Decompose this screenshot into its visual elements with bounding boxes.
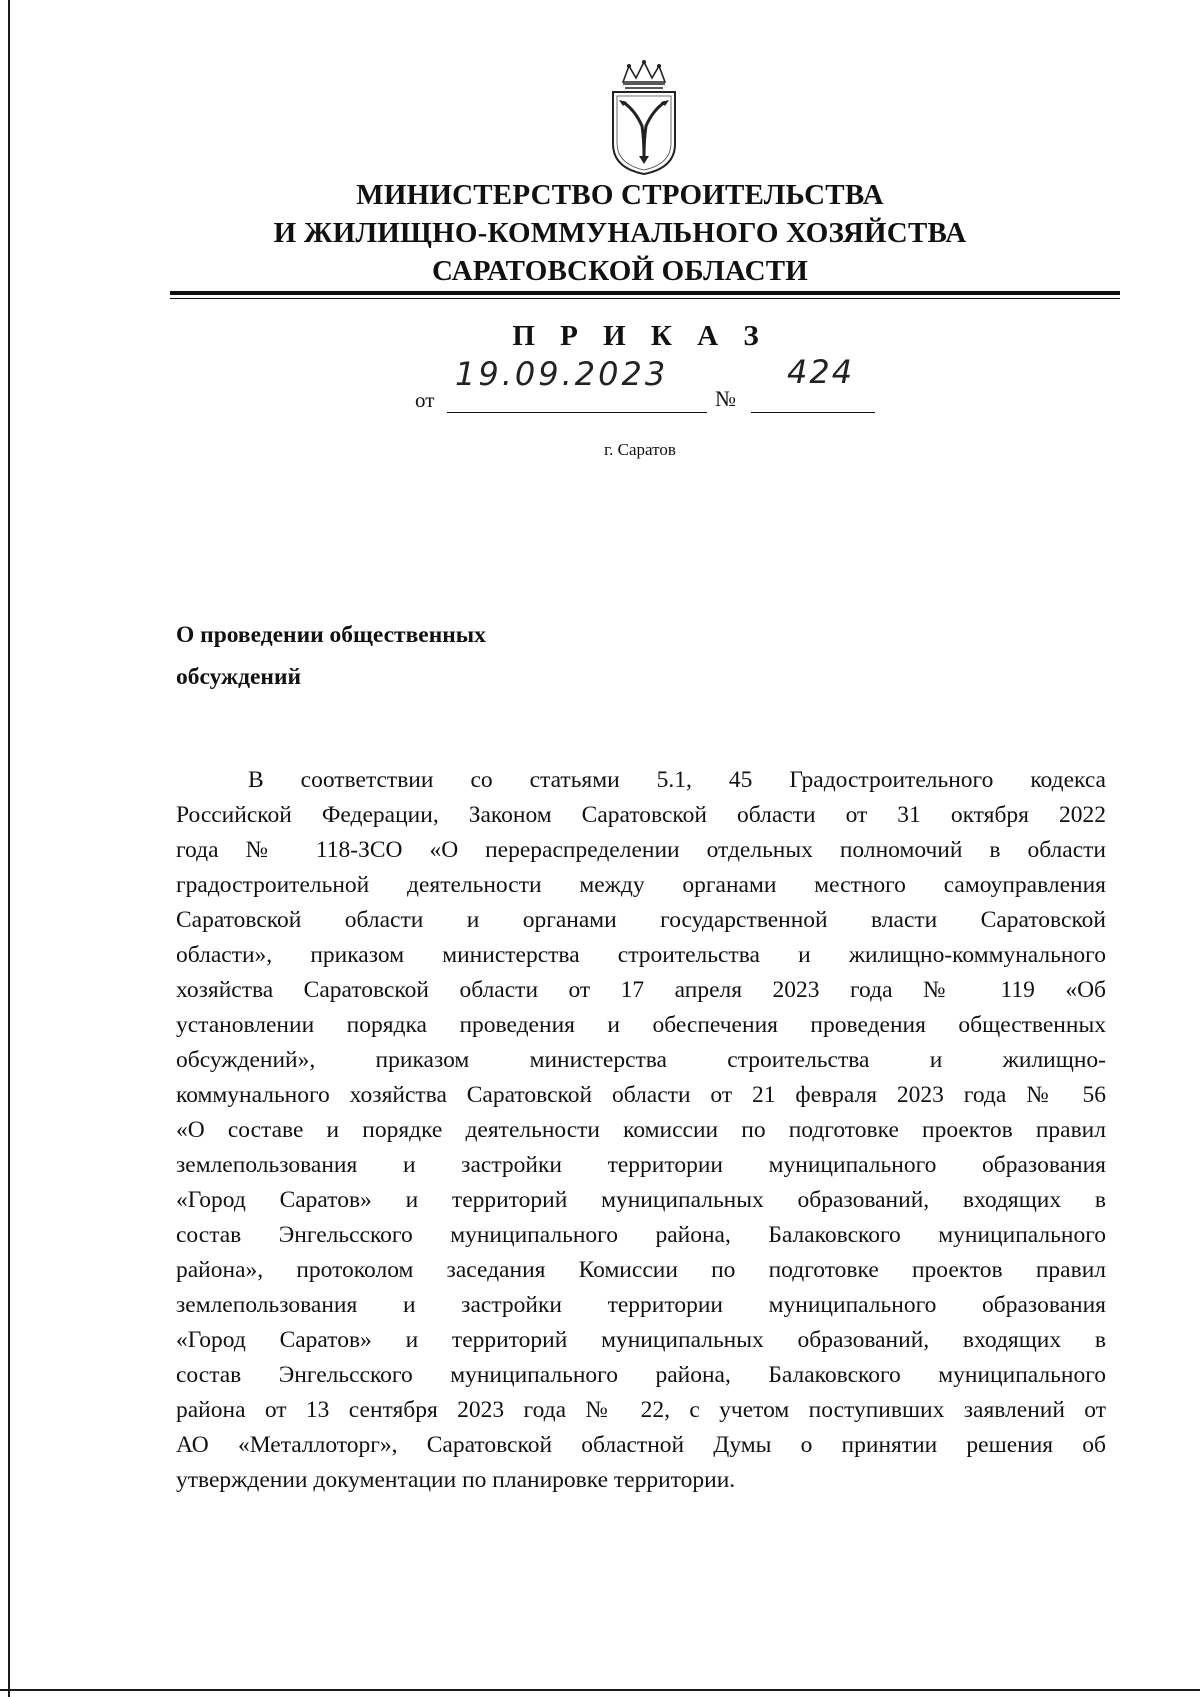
body-line: «Город Саратов» и территорий муниципальных образований, входящих в — [176, 1327, 1106, 1353]
ministry-title — [240, 176, 1000, 290]
body-line: В соответствии со статьями 5.1, 45 Градостроительного кодекса — [248, 767, 1106, 793]
scan-edge-bottom — [0, 1689, 1200, 1691]
saratov-coat-of-arms-icon — [609, 60, 679, 176]
body-line: состав Энгельсского муниципального района, Балаковского муниципального — [176, 1362, 1106, 1388]
body-line: землепользования и застройки территории муниципального образования — [176, 1152, 1106, 1178]
date-underline — [447, 412, 707, 413]
body-line: состав Энгельсского муниципального района, Балаковского муниципального — [176, 1222, 1106, 1248]
subject-line-1: О проведении общественных — [176, 622, 486, 648]
scan-edge-left — [8, 0, 10, 1697]
body-line: года № 118-ЗСО «О перераспределении отдельных полномочий в области — [176, 837, 1106, 863]
body-line: установлении порядка проведения и обеспечения проведения общественных — [176, 1012, 1106, 1038]
order-subject — [176, 614, 486, 698]
body-line: землепользования и застройки территории муниципального образования — [176, 1292, 1106, 1318]
body-line: «Город Саратов» и территорий муниципальных образований, входящих в — [176, 1187, 1106, 1213]
handwritten-number: 424 — [787, 353, 855, 391]
ministry-title-line-1: МИНИСТЕРСТВО СТРОИТЕЛЬСТВА — [356, 179, 884, 211]
body-line: «О составе и порядке деятельности комиссии по подготовке проектов правил — [176, 1117, 1106, 1143]
body-line: Российской Федерации, Законом Саратовской области от 31 октября 2022 — [176, 802, 1106, 828]
body-line: области», приказом министерства строительства и жилищно-коммунального — [176, 942, 1106, 968]
number-prefix: № — [715, 386, 736, 411]
body-line: АО «Металлоторг», Саратовской областной Думы о принятии решения об — [176, 1432, 1106, 1458]
body-line: коммунального хозяйства Саратовской области от 21 февраля 2023 года № 56 — [176, 1082, 1106, 1108]
number-underline — [751, 412, 875, 413]
body-line: утверждении документации по планировке территории. — [176, 1467, 736, 1493]
ministry-title-line-2: И ЖИЛИЩНО-КОММУНАЛЬНОГО ХОЗЯЙСТВА — [273, 217, 967, 249]
body-line: градостроительной деятельности между органами местного самоуправления — [176, 872, 1106, 898]
handwritten-date: 19.09.2023 — [455, 355, 669, 393]
body-line: обсуждений», приказом министерства строительства и жилищно- — [176, 1047, 1106, 1073]
ministry-title-line-3: САРАТОВСКОЙ ОБЛАСТИ — [431, 255, 809, 287]
body-line: хозяйства Саратовской области от 17 апреля 2023 года № 119 «Об — [176, 977, 1106, 1003]
order-title: П Р И К А З — [512, 320, 768, 352]
order-date-number-line — [415, 355, 875, 415]
header-rule-thick — [170, 291, 1120, 295]
order-body — [176, 763, 1106, 1498]
body-line: Саратовской области и органами государственной власти Саратовской — [176, 907, 1106, 933]
subject-line-2: обсуждений — [176, 664, 302, 690]
header-rule-thin — [170, 298, 1120, 299]
city: г. Саратов — [604, 440, 676, 459]
body-line: района», протоколом заседания Комиссии по подготовке проектов правил — [176, 1257, 1106, 1283]
body-line: района от 13 сентября 2023 года № 22, с учетом поступивших заявлений от — [176, 1397, 1106, 1423]
date-prefix: от — [415, 388, 435, 412]
